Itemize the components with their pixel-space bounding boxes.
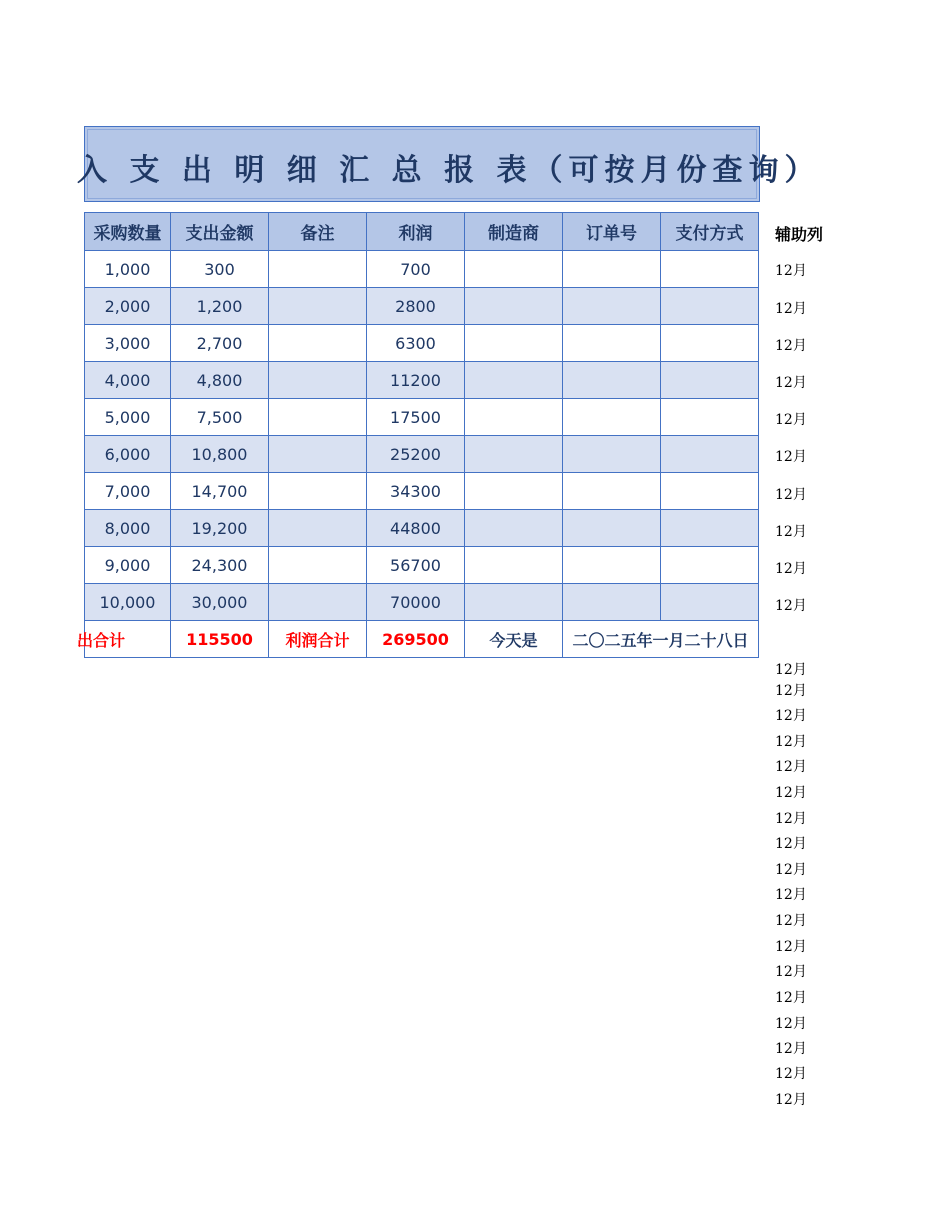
expense-cell[interactable]: 19,200 [171, 510, 269, 547]
table-row [85, 362, 759, 399]
payment-cell[interactable] [661, 362, 759, 399]
table-row [85, 584, 759, 621]
table-row [85, 473, 759, 510]
aux-cell[interactable]: 12月 [775, 683, 807, 699]
expense-cell[interactable]: 1,200 [171, 288, 269, 325]
maker-cell[interactable] [465, 584, 563, 621]
order-cell[interactable] [563, 510, 661, 547]
order-cell[interactable] [563, 436, 661, 473]
aux-cell[interactable]: 12月 [775, 939, 807, 955]
profit-cell[interactable]: 17500 [367, 399, 465, 436]
profit-total-label[interactable]: 利润合计 [269, 621, 367, 658]
aux-column-header[interactable]: 辅助列 [775, 225, 824, 244]
profit-cell[interactable]: 25200 [367, 436, 465, 473]
aux-cell[interactable]: 12月 [775, 759, 807, 775]
table-row [85, 251, 759, 288]
expense-cell[interactable]: 2,700 [171, 325, 269, 362]
header-cell[interactable]: 制造商 [465, 213, 563, 251]
expense-cell[interactable]: 10,800 [171, 436, 269, 473]
table-row [85, 436, 759, 473]
note-cell[interactable] [269, 325, 367, 362]
payment-cell[interactable] [661, 547, 759, 584]
qty-cell[interactable]: 1,000 [85, 251, 171, 288]
report-table [77, 212, 759, 658]
order-cell[interactable] [563, 251, 661, 288]
order-cell[interactable] [563, 584, 661, 621]
header-cell[interactable]: 订单号 [563, 213, 661, 251]
aux-cell[interactable]: 12月 [775, 734, 807, 750]
expense-cell[interactable]: 7,500 [171, 399, 269, 436]
qty-cell[interactable]: 9,000 [85, 547, 171, 584]
qty-cell[interactable]: 8,000 [85, 510, 171, 547]
profit-cell[interactable]: 2800 [367, 288, 465, 325]
maker-cell[interactable] [465, 288, 563, 325]
aux-cell[interactable]: 12月 [775, 1092, 807, 1108]
qty-cell[interactable]: 2,000 [85, 288, 171, 325]
maker-cell[interactable] [465, 473, 563, 510]
maker-cell[interactable] [465, 251, 563, 288]
maker-cell[interactable] [465, 362, 563, 399]
note-cell[interactable] [269, 288, 367, 325]
order-cell[interactable] [563, 473, 661, 510]
note-cell[interactable] [269, 510, 367, 547]
note-cell[interactable] [269, 362, 367, 399]
aux-cell[interactable]: 12月 [775, 412, 807, 428]
payment-cell[interactable] [661, 584, 759, 621]
expense-total-value[interactable]: 115500 [171, 621, 269, 658]
aux-cell[interactable]: 12月 [775, 836, 807, 852]
payment-cell[interactable] [661, 510, 759, 547]
note-cell[interactable] [269, 436, 367, 473]
qty-cell[interactable]: 3,000 [85, 325, 171, 362]
aux-cell[interactable]: 12月 [775, 301, 807, 317]
aux-cell[interactable]: 12月 [775, 561, 807, 577]
aux-cell[interactable]: 12月 [775, 375, 807, 391]
expense-cell[interactable]: 300 [171, 251, 269, 288]
aux-cell[interactable]: 12月 [775, 263, 807, 279]
table-row [85, 325, 759, 362]
maker-cell[interactable] [465, 510, 563, 547]
profit-cell[interactable]: 56700 [367, 547, 465, 584]
order-cell[interactable] [563, 547, 661, 584]
profit-total-value[interactable]: 269500 [367, 621, 465, 658]
totals-row [85, 621, 759, 658]
aux-cell[interactable]: 12月 [775, 785, 807, 801]
aux-cell[interactable]: 12月 [775, 913, 807, 929]
aux-cell[interactable]: 12月 [775, 964, 807, 980]
payment-cell[interactable] [661, 399, 759, 436]
report-title-bar [77, 126, 821, 202]
expense-total-label[interactable]: 出合计 [85, 621, 171, 658]
profit-cell[interactable]: 70000 [367, 584, 465, 621]
order-cell[interactable] [563, 362, 661, 399]
payment-cell[interactable] [661, 436, 759, 473]
header-cell[interactable]: 支出金额 [171, 213, 269, 251]
table-row [85, 547, 759, 584]
profit-cell[interactable]: 700 [367, 251, 465, 288]
note-cell[interactable] [269, 251, 367, 288]
maker-cell[interactable] [465, 399, 563, 436]
expense-cell[interactable]: 30,000 [171, 584, 269, 621]
table-row [85, 510, 759, 547]
header-cell[interactable]: 支付方式 [661, 213, 759, 251]
table-row [85, 288, 759, 325]
aux-cell[interactable]: 12月 [775, 811, 807, 827]
aux-cell[interactable]: 12月 [775, 862, 807, 878]
aux-cell[interactable]: 12月 [775, 662, 807, 678]
payment-cell[interactable] [661, 325, 759, 362]
aux-cell[interactable]: 12月 [775, 990, 807, 1006]
expense-cell[interactable]: 24,300 [171, 547, 269, 584]
today-label[interactable]: 今天是 [465, 621, 563, 658]
aux-cell[interactable]: 12月 [775, 449, 807, 465]
aux-cell[interactable]: 12月 [775, 1041, 807, 1057]
qty-cell[interactable]: 10,000 [85, 584, 171, 621]
note-cell[interactable] [269, 547, 367, 584]
report-title: 入 支 出 明 细 汇 总 报 表（可按月份查询） [77, 153, 821, 188]
expense-cell[interactable]: 4,800 [171, 362, 269, 399]
profit-cell[interactable]: 11200 [367, 362, 465, 399]
header-row [85, 213, 759, 251]
payment-cell[interactable] [661, 251, 759, 288]
expense-cell[interactable]: 14,700 [171, 473, 269, 510]
qty-cell[interactable]: 7,000 [85, 473, 171, 510]
payment-cell[interactable] [661, 473, 759, 510]
aux-cell[interactable]: 12月 [775, 598, 807, 614]
order-cell[interactable] [563, 325, 661, 362]
aux-cell[interactable]: 12月 [775, 338, 807, 354]
aux-cell[interactable]: 12月 [775, 487, 807, 503]
profit-cell[interactable]: 44800 [367, 510, 465, 547]
note-cell[interactable] [269, 473, 367, 510]
profit-cell[interactable]: 6300 [367, 325, 465, 362]
maker-cell[interactable] [465, 547, 563, 584]
header-cell[interactable]: 利润 [367, 213, 465, 251]
note-cell[interactable] [269, 584, 367, 621]
profit-cell[interactable]: 34300 [367, 473, 465, 510]
header-cell[interactable]: 备注 [269, 213, 367, 251]
aux-cell[interactable]: 12月 [775, 887, 807, 903]
header-cell[interactable]: 采购数量 [85, 213, 171, 251]
order-cell[interactable] [563, 288, 661, 325]
payment-cell[interactable] [661, 288, 759, 325]
aux-cell[interactable]: 12月 [775, 708, 807, 724]
today-value[interactable]: 二〇二五年一月二十八日 [563, 621, 759, 658]
table-row [85, 399, 759, 436]
aux-cell[interactable]: 12月 [775, 524, 807, 540]
order-cell[interactable] [563, 399, 661, 436]
aux-cell[interactable]: 12月 [775, 1066, 807, 1082]
qty-cell[interactable]: 5,000 [85, 399, 171, 436]
qty-cell[interactable]: 6,000 [85, 436, 171, 473]
qty-cell[interactable]: 4,000 [85, 362, 171, 399]
maker-cell[interactable] [465, 325, 563, 362]
maker-cell[interactable] [465, 436, 563, 473]
aux-cell[interactable]: 12月 [775, 1016, 807, 1032]
note-cell[interactable] [269, 399, 367, 436]
